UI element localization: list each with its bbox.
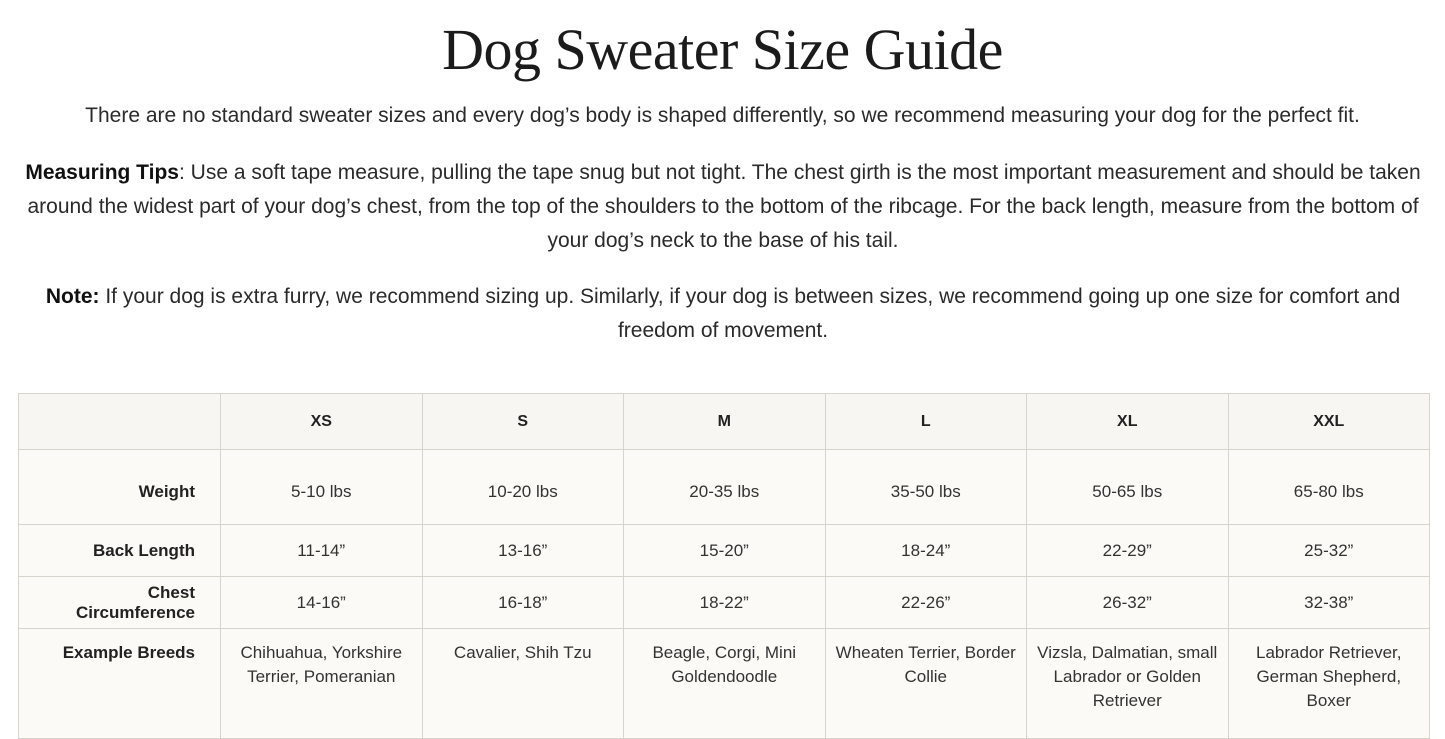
- table-cell: 25-32”: [1228, 525, 1430, 577]
- table-corner-cell: [19, 394, 221, 450]
- note-text: If your dog is extra furry, we recommend sizing up. Similarly, if your dog is between sizes, we recommend going up one size for comfort and freedom of movement.: [99, 285, 1401, 342]
- table-cell: 32-38”: [1228, 577, 1430, 629]
- table-cell: 26-32”: [1027, 577, 1229, 629]
- table-cell: 22-26”: [825, 577, 1027, 629]
- measuring-tips-label: Measuring Tips: [25, 161, 179, 184]
- note: [22, 280, 1424, 348]
- table-cell: Labrador Retriever, German Shepherd, Boxer: [1228, 629, 1430, 739]
- table-cell: Beagle, Corgi, Mini Goldendoodle: [624, 629, 826, 739]
- measuring-tips: [22, 156, 1424, 258]
- table-cell: Wheaten Terrier, Border Collie: [825, 629, 1027, 739]
- row-label: Chest Circumference: [19, 577, 221, 629]
- table-cell: Chihuahua, Yorkshire Terrier, Pomeranian: [221, 629, 423, 739]
- size-header: M: [624, 394, 826, 450]
- table-cell: 22-29”: [1027, 525, 1229, 577]
- table-cell: Vizsla, Dalmatian, small Labrador or Golden Retriever: [1027, 629, 1229, 739]
- row-label: Weight: [19, 450, 221, 525]
- table-cell: 5-10 lbs: [221, 450, 423, 525]
- table-cell: 20-35 lbs: [624, 450, 826, 525]
- table-row-back-length: [19, 525, 1430, 577]
- table-cell: 10-20 lbs: [422, 450, 624, 525]
- size-table: [18, 393, 1430, 739]
- table-cell: 18-22”: [624, 577, 826, 629]
- size-header: XXL: [1228, 394, 1430, 450]
- row-label: Example Breeds: [19, 629, 221, 739]
- table-cell: 50-65 lbs: [1027, 450, 1229, 525]
- table-cell: 13-16”: [422, 525, 624, 577]
- table-row-example-breeds: [19, 629, 1430, 739]
- row-label: Back Length: [19, 525, 221, 577]
- table-cell: 15-20”: [624, 525, 826, 577]
- page-title: Dog Sweater Size Guide: [442, 17, 1003, 82]
- table-cell: 65-80 lbs: [1228, 450, 1430, 525]
- table-header-row: [19, 394, 1430, 450]
- intro-text: There are no standard sweater sizes and every dog’s body is shaped differently, so we recommend measuring your dog for the perfect fit.: [85, 104, 1360, 127]
- size-header: S: [422, 394, 624, 450]
- table-cell: 14-16”: [221, 577, 423, 629]
- table-row-weight: [19, 450, 1430, 525]
- size-header: XS: [221, 394, 423, 450]
- table-cell: 11-14”: [221, 525, 423, 577]
- size-header: XL: [1027, 394, 1229, 450]
- table-cell: 35-50 lbs: [825, 450, 1027, 525]
- measuring-tips-text: : Use a soft tape measure, pulling the tape snug but not tight. The chest girth is the most important measurement and should be taken around the widest part of your dog’s chest, from the top of the shoulders to the bottom of the ribcage. For the back length, measure from the bottom of your dog’s neck to the base of his tail.: [27, 161, 1421, 252]
- note-label: Note:: [45, 285, 100, 308]
- size-header: L: [825, 394, 1027, 450]
- table-cell: 16-18”: [422, 577, 624, 629]
- table-row-chest-circumference: [19, 577, 1430, 629]
- table-cell: Cavalier, Shih Tzu: [422, 629, 624, 739]
- table-cell: 18-24”: [825, 525, 1027, 577]
